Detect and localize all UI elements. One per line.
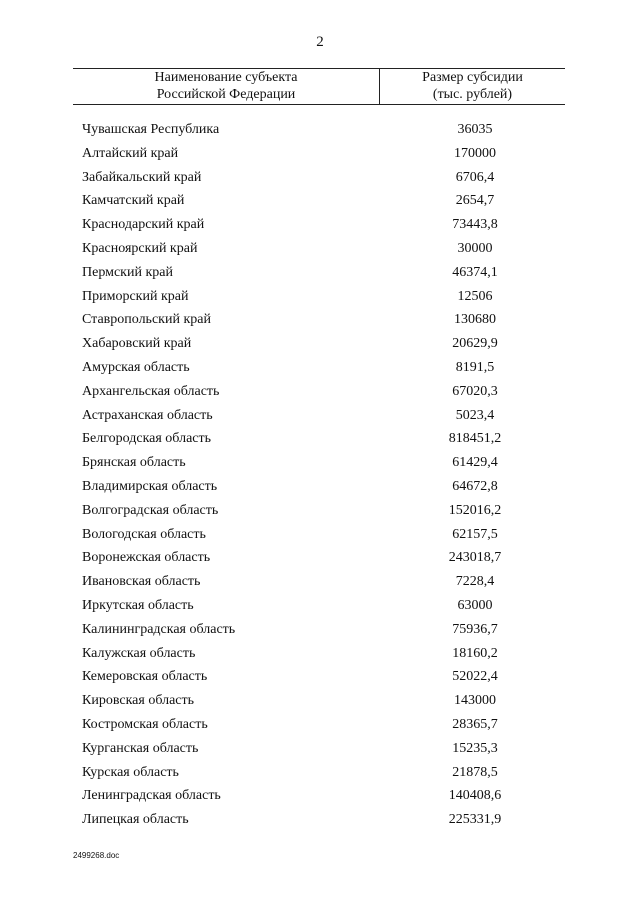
- subsidy-amount: 143000: [454, 693, 496, 709]
- region-name: Калужская область: [82, 645, 196, 661]
- subsidy-amount: 140408,6: [448, 788, 502, 804]
- table-row: [0, 738, 640, 762]
- subsidy-amount: 170000: [454, 145, 496, 161]
- subsidy-amount: 61429,4: [452, 455, 498, 471]
- subsidy-amount: 28365,7: [452, 716, 498, 732]
- table-row: [0, 428, 640, 452]
- region-name: Кемеровская область: [82, 669, 208, 685]
- table-row: [0, 476, 640, 500]
- region-name: Волгоградская область: [82, 502, 219, 518]
- region-name: Пермский край: [82, 264, 173, 280]
- subsidy-amount: 243018,7: [448, 550, 502, 566]
- subsidy-amount: 73443,8: [452, 217, 498, 233]
- table-row: [0, 571, 640, 595]
- subsidy-amount: 18160,2: [452, 645, 498, 661]
- region-name: Ленинградская область: [82, 788, 221, 804]
- region-name: Вологодская область: [82, 526, 206, 542]
- table-row: [0, 405, 640, 429]
- region-name: Белгородская область: [82, 431, 212, 447]
- table-row: [0, 714, 640, 738]
- subsidy-amount: 2654,7: [455, 193, 495, 209]
- column-header-amount: [380, 69, 565, 104]
- region-name: Липецкая область: [82, 812, 189, 828]
- region-name: Астраханская область: [82, 407, 213, 423]
- table-row: [0, 333, 640, 357]
- table-row: [0, 357, 640, 381]
- region-name: Забайкальский край: [82, 169, 202, 185]
- subsidy-amount: 21878,5: [452, 764, 498, 780]
- table-row: [0, 785, 640, 809]
- subsidy-amount: 7228,4: [455, 574, 495, 590]
- table-row: [0, 690, 640, 714]
- column-header-region-line2: Российской Федерации: [156, 87, 296, 102]
- table-row: [0, 643, 640, 667]
- subsidy-amount: 130680: [454, 312, 496, 328]
- table-row: [0, 809, 640, 833]
- region-name: Красноярский край: [82, 240, 198, 256]
- subsidy-amount: 36035: [457, 122, 493, 137]
- table-row: [0, 309, 640, 333]
- subsidy-amount: 5023,4: [455, 407, 495, 423]
- table-row: [0, 190, 640, 214]
- table-row: [0, 452, 640, 476]
- table-row: [0, 666, 640, 690]
- subsidy-amount: 225331,9: [448, 812, 502, 828]
- region-name: Приморский край: [82, 288, 189, 304]
- subsidy-amount: 15235,3: [452, 740, 498, 756]
- subsidy-amount: 64672,8: [452, 478, 498, 494]
- region-name: Владимирская область: [82, 478, 218, 494]
- subsidy-amount: 6706,4: [455, 169, 495, 185]
- region-name: Воронежская область: [82, 550, 211, 566]
- table-row: [0, 286, 640, 310]
- document-file-id: 2499268.doc: [73, 851, 120, 860]
- table-row: [0, 524, 640, 548]
- region-name: Ставропольский край: [82, 312, 211, 328]
- subsidy-amount: 20629,9: [452, 336, 498, 352]
- column-header-amount-line2: (тыс. рублей): [432, 87, 513, 102]
- table-header: [73, 68, 565, 105]
- region-name: Чувашская Республика: [82, 122, 220, 137]
- subsidy-amount: 152016,2: [448, 502, 502, 518]
- column-header-amount-line1: Размер субсидии: [422, 70, 523, 85]
- table-row: [0, 500, 640, 524]
- subsidy-amount: 62157,5: [452, 526, 498, 542]
- table-row: [0, 547, 640, 571]
- subsidy-amount: 818451,2: [448, 431, 502, 447]
- region-name: Краснодарский край: [82, 217, 205, 233]
- table-row: [0, 619, 640, 643]
- region-name: Иркутская область: [82, 597, 194, 613]
- subsidy-amount: 30000: [457, 240, 493, 256]
- region-name: Курская область: [82, 764, 179, 780]
- region-name: Курганская область: [82, 740, 199, 756]
- subsidy-amount: 52022,4: [452, 669, 498, 685]
- region-name: Ивановская область: [82, 574, 201, 590]
- region-name: Брянская область: [82, 455, 186, 471]
- column-header-region: [73, 69, 380, 104]
- region-name: Амурская область: [82, 359, 190, 375]
- table-row: [0, 143, 640, 167]
- page-number: 2: [316, 34, 324, 50]
- subsidy-amount: 8191,5: [455, 359, 495, 375]
- table-row: [0, 381, 640, 405]
- table-row: [0, 167, 640, 191]
- region-name: Костромская область: [82, 716, 208, 732]
- subsidy-amount: 12506: [457, 288, 493, 304]
- region-name: Калининградская область: [82, 621, 236, 637]
- table-body: [0, 119, 640, 833]
- table-row: [0, 762, 640, 786]
- table-row: [0, 238, 640, 262]
- subsidy-amount: 63000: [457, 597, 493, 613]
- subsidy-amount: 75936,7: [452, 621, 498, 637]
- region-name: Хабаровский край: [82, 336, 192, 352]
- subsidy-amount: 67020,3: [452, 383, 498, 399]
- region-name: Архангельская область: [82, 383, 220, 399]
- subsidy-amount: 46374,1: [452, 264, 498, 280]
- column-header-region-line1: Наименование субъекта: [154, 70, 298, 85]
- region-name: Алтайский край: [82, 145, 179, 161]
- region-name: Камчатский край: [82, 193, 185, 209]
- table-row: [0, 595, 640, 619]
- table-row: [0, 214, 640, 238]
- table-row: [0, 262, 640, 286]
- region-name: Кировская область: [82, 693, 195, 709]
- table-row: [0, 119, 640, 143]
